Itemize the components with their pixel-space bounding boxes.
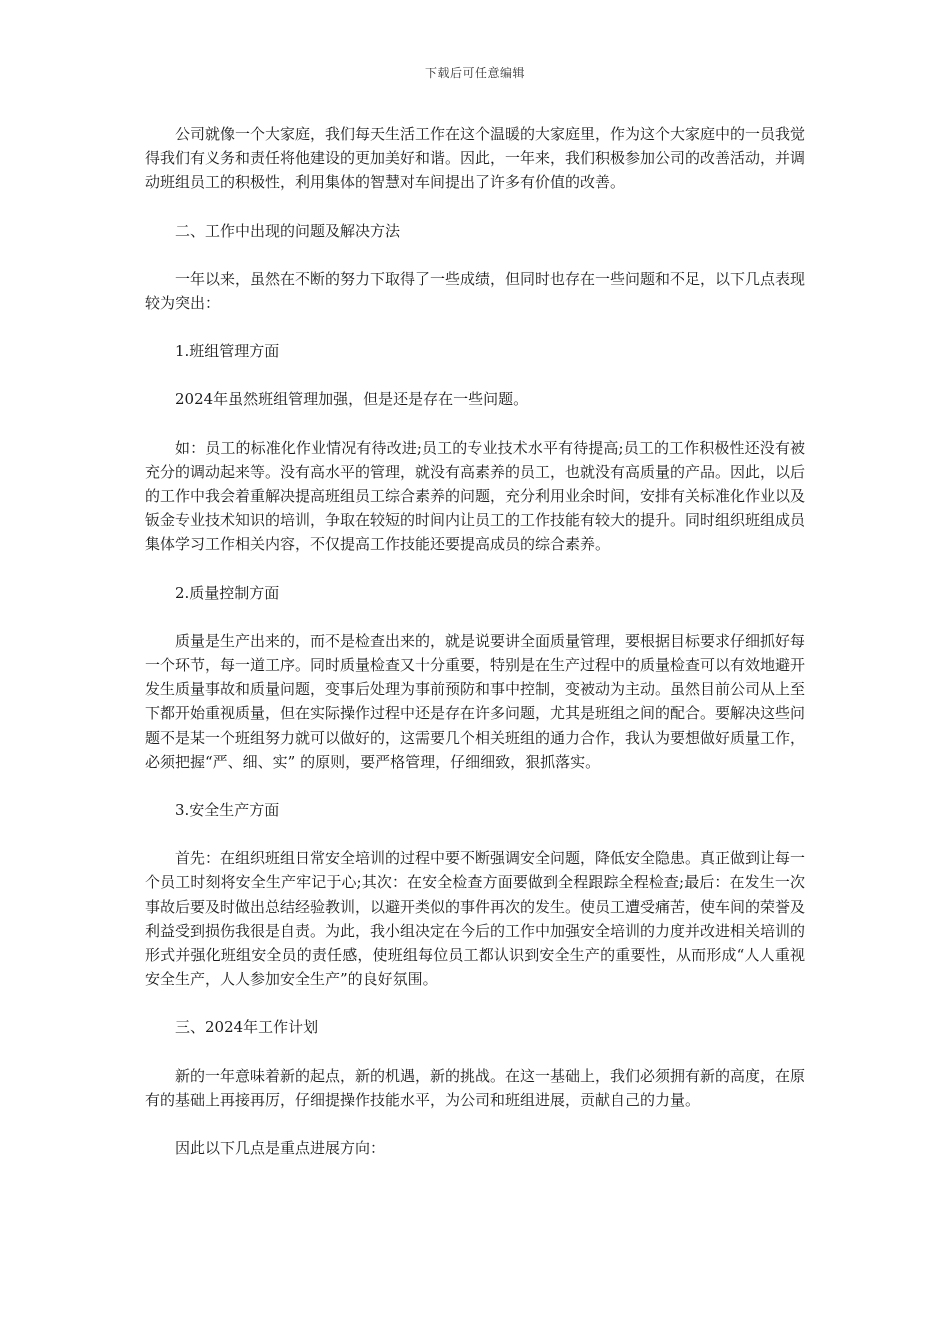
paragraph-problems-intro: 一年以来，虽然在不断的努力下取得了一些成绩，但同时也存在一些问题和不足，以下几点表现较为突出： xyxy=(145,269,806,313)
subheading-quality-control: 2.质量控制方面 xyxy=(175,583,280,602)
section-heading-problems: 二、工作中出现的问题及解决方法 xyxy=(175,221,401,240)
paragraph-team-management-summary: 2024年虽然班组管理加强，但是还是存在一些问题。 xyxy=(175,390,529,409)
section-heading-work-plan: 三、2024年工作计划 xyxy=(175,1018,319,1037)
subheading-safety-production: 3.安全生产方面 xyxy=(175,801,280,820)
paragraph-team-management-detail: 如：员工的标准化作业情况有待改进;员工的专业技术水平有待提高;员工的工作积极性还没有被充分的调动起来等。没有高水平的管理，就没有高素养的员工，也就没有高质量的产品。因此，以后的工作中我会着重解决提高班组员工综合素养的问题，充分利用业余时间，安排有关标准化作业以及钣金专业技术知识的培训，争取在较短的时间内让员工的工作技能有较大的提升。同时组织班组成员集体学习工作相关内容，不仅提高工作技能还要提高成员的综合素养。 xyxy=(145,438,806,554)
paragraph-focus-directions: 因此以下几点是重点进展方向： xyxy=(175,1139,386,1158)
paragraph-intro: 公司就像一个大家庭，我们每天生活工作在这个温暖的大家庭里，作为这个大家庭中的一员我觉得我们有义务和责任将他建设的更加美好和谐。因此，一年来，我们积极参加公司的改善活动，并调动班组员工的积极性，利用集体的智慧对车间提出了许多有价值的改善。 xyxy=(145,125,806,192)
paragraph-work-plan: 新的一年意味着新的起点，新的机遇，新的挑战。在这一基础上，我们必须拥有新的高度，在原有的基础上再接再厉，仔细提操作技能水平，为公司和班组进展，贡献自己的力量。 xyxy=(145,1066,806,1109)
paragraph-quality-control: 质量是生产出来的，而不是检查出来的，就是说要讲全面质量管理，要根据目标要求仔细抓好每一个环节，每一道工序。同时质量检查又十分重要，特别是在生产过程中的质量检查可以有效地避开发生质量事故和质量问题，变事后处理为事前预防和事中控制，变被动为主动。虽然目前公司从上至下都开始重视质量，但在实际操作过程中还是存在许多问题，尤其是班组之间的配合。要解决这些问题不是某一个班组努力就可以做好的，这需要几个相关班组的通力合作，我认为要想做好质量工作，必须把握“严、细、实” 的原则，要严格管理，仔细细致，狠抓落实。 xyxy=(145,631,806,771)
paragraph-safety-production: 首先：在组织班组日常安全培训的过程中要不断强调安全问题，降低安全隐患。真正做到让每一个员工时刻将安全生产牢记于心;其次：在安全检查方面要做到全程跟踪全程检查;最后：在发生一次事故后要及时做出总结经验教训，以避开类似的事件再次的发生。使员工遭受痛苦，使车间的荣誉及利益受到损伤我很是自责。为此，我小组决定在今后的工作中加强安全培训的力度并改进相关培训的形式并强化班组安全员的责任感，使班组每位员工都认识到安全生产的重要性，从而形成“人人重视安全生产，人人参加安全生产”的良好氛围。 xyxy=(145,849,806,989)
page-header: 下载后可任意编辑 xyxy=(424,66,525,80)
subheading-team-management: 1.班组管理方面 xyxy=(175,342,280,361)
document-body xyxy=(145,122,805,1184)
